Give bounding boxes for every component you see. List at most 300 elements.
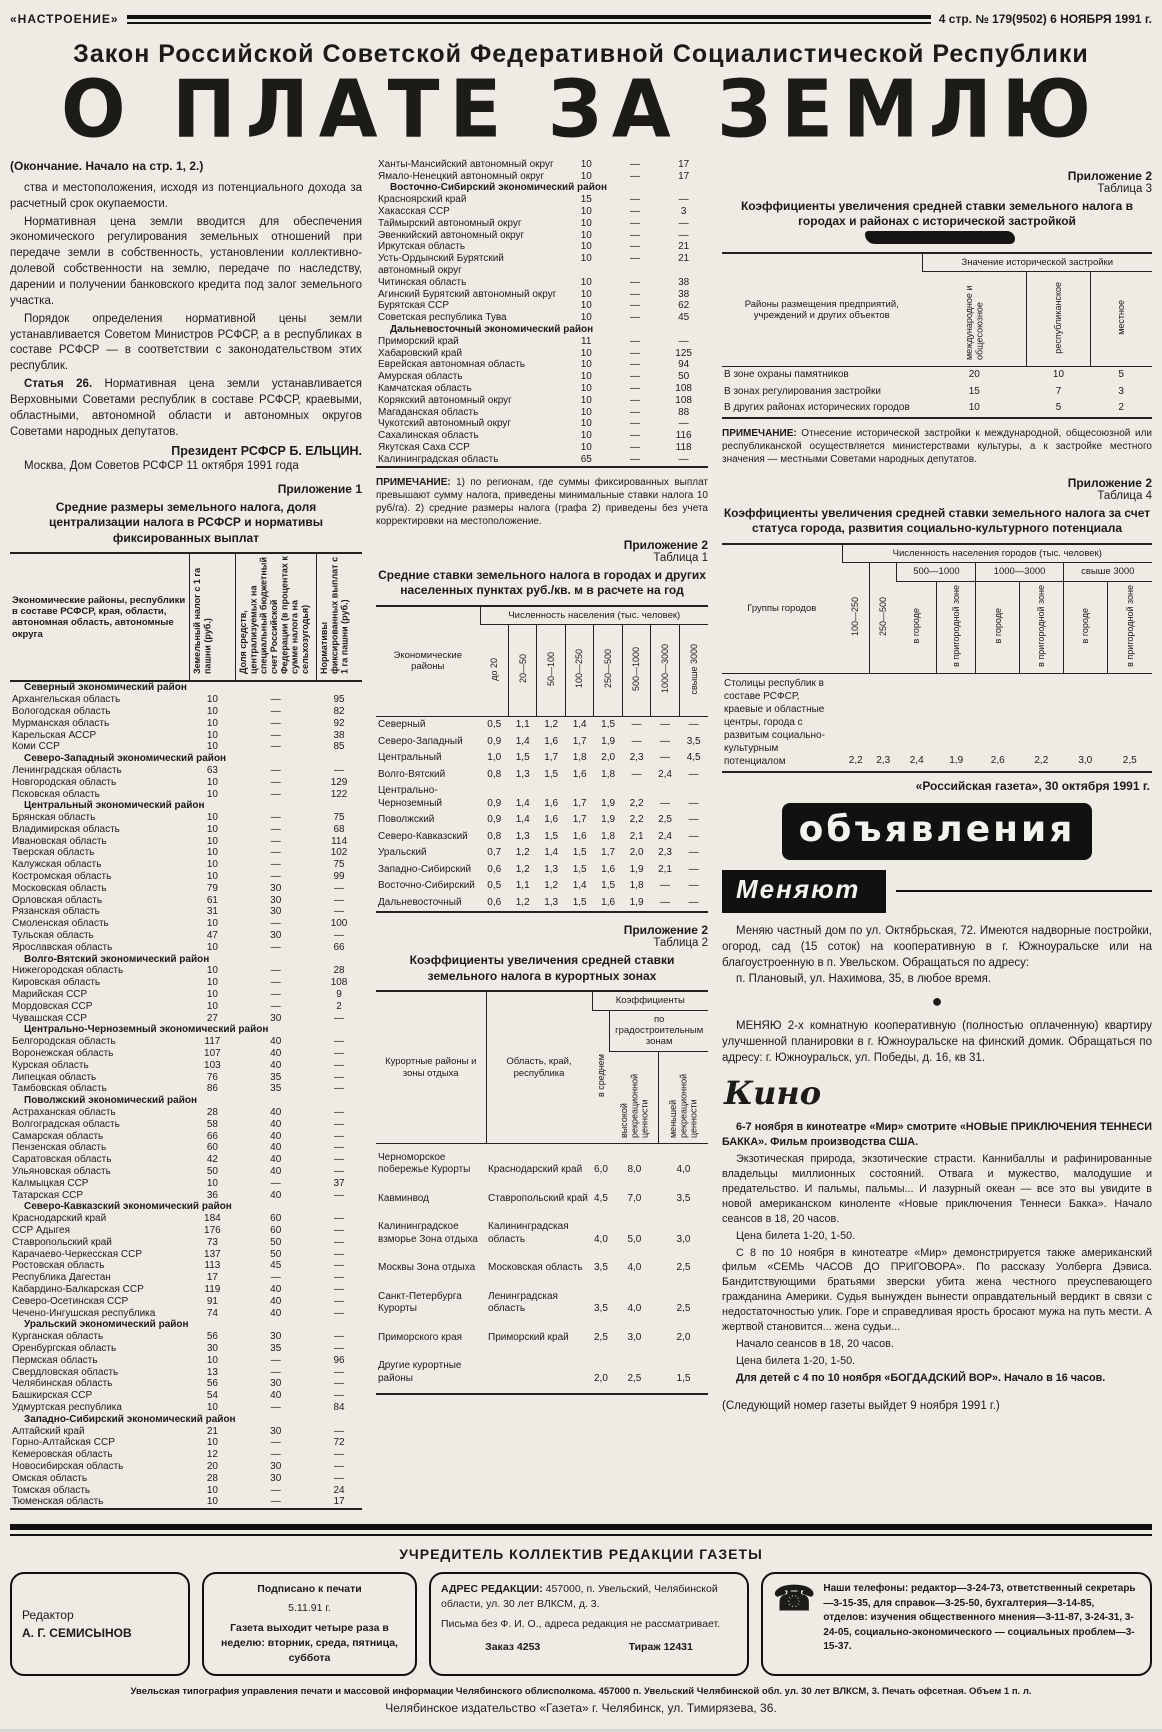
cell-value: 1,4 — [515, 797, 530, 809]
cell-value: — — [334, 1036, 345, 1048]
row-label: Кировская область — [12, 977, 101, 989]
table-section-header: Центральный экономический район — [24, 800, 205, 812]
cell-value: 79 — [206, 882, 218, 894]
cell-value: 8,0 — [627, 1164, 642, 1176]
law-paragraph: Порядок определения нормативной цены земли устанавливается Советом Министров РСФСР, а в республиках в составе РСФСР — в соответствии с законодательством этих республик. — [10, 312, 362, 373]
cell-value: 40 — [270, 1107, 282, 1119]
cell-value: 1,5 — [544, 768, 559, 780]
article-text: Нормативная цена земли устанавливается Верховными Советами республик в составе РСФСР, краевыми, областными, автономной области и автономных округов Советами народных депутатов. — [10, 378, 362, 438]
cell-value: — — [270, 847, 281, 859]
cell-value: 1,4 — [572, 719, 587, 731]
cell-value: 13 — [206, 1366, 218, 1378]
table-row — [10, 1201, 362, 1213]
cell-value: 45 — [678, 312, 690, 324]
cell-value: 2,0 — [601, 752, 616, 764]
table-row — [376, 1254, 708, 1283]
table-row — [10, 777, 362, 789]
table-row — [10, 1426, 362, 1438]
table1-group-header: Численность населения (тыс. человек) — [480, 606, 708, 625]
row-label: Москвы Зона отдыха — [378, 1262, 476, 1274]
cell-value: 40 — [270, 1036, 282, 1048]
cell-value: — — [678, 217, 689, 229]
table2-subgroup-header: по градостроительным зонам — [610, 1010, 708, 1051]
issue-info: 4 стр. № 179(9502) 6 НОЯБРЯ 1991 г. — [938, 12, 1152, 26]
cell-value: 38 — [333, 729, 345, 741]
row-label: Брянская область — [12, 812, 96, 824]
cell-value: 1,5 — [515, 752, 530, 764]
cell-value: 30 — [270, 1472, 282, 1484]
row-label: Еврейская автономная область — [378, 359, 525, 371]
cell-value: 40 — [270, 1189, 282, 1201]
cell-value: 1,6 — [572, 768, 587, 780]
cell-value: — — [270, 1496, 281, 1508]
cell-value: 1,7 — [572, 735, 587, 747]
cell-value: — — [270, 941, 281, 953]
table4-col-250-500: 250—500 — [869, 563, 896, 673]
cell-value: 0,5 — [487, 719, 502, 731]
cell-value: 30 — [270, 1460, 282, 1472]
table4-col-over-3000: свыше 3000 — [1063, 563, 1152, 581]
cell-value: — — [629, 194, 640, 206]
cell-value: 10 — [206, 847, 218, 859]
cell-value: 10 — [206, 1496, 218, 1508]
table-section-header: Центрально-Черноземный экономический район — [24, 1024, 269, 1036]
cell-value: — — [334, 1154, 345, 1166]
cell-value: 30 — [270, 930, 282, 942]
table2-label: Таблица 2 — [653, 937, 708, 950]
cell-value: 1,2 — [544, 719, 559, 731]
table-row — [376, 171, 708, 183]
cell-value: — — [678, 335, 689, 347]
cell-value: 1,5 — [601, 880, 616, 892]
cell-value: 2,4 — [658, 768, 672, 780]
cell-value: 1,5 — [544, 830, 559, 842]
table4-value: 2,4 — [909, 755, 924, 767]
table1-col-region: Экономические районы — [376, 606, 480, 717]
cell-value: 10 — [580, 300, 592, 312]
cell-value: 30 — [270, 906, 282, 918]
cell-value: 9 — [336, 989, 342, 1001]
row-label: Камчатская область — [378, 382, 472, 394]
cell-value: 4,5 — [686, 752, 701, 764]
cinema-paragraph: Начало сеансов в 18, 20 часов. — [736, 1337, 894, 1350]
table-section-header: Северный экономический район — [24, 682, 187, 694]
table-row — [10, 1449, 362, 1461]
row-label: Ульяновская область — [12, 1166, 111, 1177]
cell-value: — — [629, 430, 640, 442]
cell-value: 117 — [204, 1036, 221, 1048]
table3-header — [722, 253, 1152, 367]
table-row — [10, 836, 362, 848]
footer-rule — [10, 1524, 1152, 1536]
table-row — [10, 824, 362, 836]
cell-value: — — [270, 989, 281, 1001]
order-circulation — [441, 1640, 737, 1655]
cell-value: 2,3 — [629, 752, 644, 764]
cell-value: 21 — [678, 241, 690, 253]
row-label: Агинский Бурятский автономный округ — [378, 288, 557, 300]
cell-value: — — [334, 1059, 345, 1071]
cell-value: 2,1 — [658, 863, 672, 875]
table1-label: Таблица 1 — [653, 551, 708, 564]
cell-value: — — [629, 382, 640, 394]
cell-value: 2,3 — [658, 847, 672, 859]
row-label: Калининградское взморье Зона отдыха — [378, 1221, 478, 1245]
cell-value: 40 — [270, 1283, 282, 1295]
row-label: ССР Адыгея — [12, 1224, 70, 1236]
cell-value: 1,3 — [544, 863, 559, 875]
table3-title: Коэффициенты увеличения средней ставки земельного налога в городах и районах с исторической застройкой — [722, 199, 1152, 246]
cell-value: 3,5 — [676, 1192, 691, 1204]
cell-value: — — [270, 1484, 281, 1496]
cell-value: 10 — [206, 941, 218, 953]
cell-value: 0,6 — [487, 896, 502, 908]
signed-label: Подписано к печати — [257, 1583, 362, 1596]
cell-value: 54 — [206, 1390, 218, 1402]
cell-value: 45 — [270, 1260, 282, 1272]
cell-value: 102 — [330, 847, 348, 859]
table1-col: до 20 — [480, 625, 508, 717]
table1-col: 50—100 — [537, 625, 565, 717]
cell-value: 1,7 — [572, 814, 587, 826]
cell-value: 5 — [1118, 369, 1124, 381]
cell-value: 4,0 — [627, 1262, 642, 1274]
cell-value: 3,5 — [594, 1303, 608, 1315]
row-label: Тульская область — [12, 930, 94, 942]
table-row — [376, 348, 708, 360]
cell-value: — — [270, 977, 281, 989]
table-row — [10, 812, 362, 824]
cell-value: 2,5 — [627, 1372, 642, 1384]
row-label: Томская область — [12, 1484, 91, 1496]
cell-value: — — [334, 1142, 345, 1154]
row-label: Белгородская область — [12, 1036, 116, 1048]
row-label: Мордовская ССР — [12, 1000, 93, 1012]
phones-box — [761, 1572, 1152, 1676]
cell-value: — — [660, 735, 671, 747]
table-row — [10, 1461, 362, 1473]
table-row — [376, 734, 708, 751]
table2-appendix-label: Приложение 2 — [623, 923, 708, 938]
table1-appendix-label: Приложение 2 — [623, 537, 708, 552]
cell-value: 1,9 — [601, 814, 616, 826]
cell-value: — — [270, 965, 281, 977]
cell-value: — — [334, 1272, 345, 1284]
cell-value: 30 — [270, 882, 282, 894]
cell-value: 10 — [206, 918, 218, 930]
table4-value: 3,0 — [1078, 755, 1093, 767]
cell-value: 38 — [678, 276, 690, 288]
table-row — [10, 906, 362, 918]
table1-body — [376, 717, 708, 913]
cell-value: — — [270, 764, 281, 776]
cell-value: 35 — [270, 1071, 282, 1083]
section-rule — [896, 890, 1152, 892]
row-label: Московская область — [12, 882, 107, 894]
table-row — [10, 965, 362, 977]
row-label: Амурская область — [378, 371, 463, 383]
cell-value: 1,5 — [676, 1372, 691, 1384]
cell-value: Ставропольский край — [488, 1192, 588, 1204]
cell-value: 1,7 — [572, 797, 587, 809]
table-row — [376, 1143, 708, 1185]
row-label: Уральский — [378, 847, 427, 859]
table4-sub-suburb: в пригородной зоне — [936, 581, 976, 673]
table-row — [10, 1402, 362, 1414]
table-row — [10, 1190, 362, 1202]
cell-value: 10 — [206, 717, 218, 729]
ads-section-title: Меняют — [722, 870, 886, 913]
table-row — [10, 1083, 362, 1095]
cell-value: 125 — [675, 347, 692, 359]
row-label: Сахалинская область — [378, 430, 479, 442]
cell-value: 0,8 — [487, 768, 502, 780]
table3-col: республиканское — [1027, 271, 1091, 366]
table4-sub-suburb: в пригородной зоне — [1107, 581, 1152, 673]
column-left — [10, 159, 362, 1510]
table-row — [376, 845, 708, 862]
cell-value: 86 — [206, 1083, 218, 1095]
table4-appendix-label: Приложение 2 — [1067, 475, 1152, 490]
cell-value: — — [270, 1177, 281, 1189]
cell-value: — — [660, 752, 671, 764]
row-label: Карельская АССР — [12, 729, 97, 741]
row-label: Саратовская область — [12, 1154, 112, 1166]
cell-value: — — [270, 871, 281, 883]
table4-label: Таблица 4 — [1097, 489, 1152, 502]
cell-value: 10 — [206, 1484, 218, 1496]
row-label: Санкт-Петербурга Курорты — [378, 1290, 462, 1315]
table3-note: ПРИМЕЧАНИЕ: Отнесение исторической застройки к международной, общесоюзной или республиканской осуществляется министерствами культуры, а к застройке местного значения — местными Советами народных депутатов. — [722, 427, 1152, 465]
cell-value: 2,2 — [629, 797, 644, 809]
cell-value: 66 — [206, 1130, 218, 1142]
cell-value: 2,0 — [594, 1372, 608, 1384]
table-row — [10, 1378, 362, 1390]
cell-value: 10 — [580, 205, 592, 217]
cell-value: 65 — [580, 453, 592, 465]
cell-value: — — [270, 859, 281, 871]
cell-value: — — [629, 312, 640, 324]
table3-appendix-label: Приложение 2 — [1067, 168, 1152, 183]
row-label: Хакасская ССР — [378, 205, 450, 217]
appendix1-label: Приложение 1 — [277, 481, 362, 496]
row-label: Чувашская ССР — [12, 1012, 87, 1024]
editorial-address: АДРЕС РЕДАКЦИИ: 457000, п. Увельский, Челябинской области, ул. 30 лет ВЛКСМ, д. 3. — [441, 1583, 718, 1611]
cell-value: 0,8 — [487, 830, 502, 842]
row-label: Эвенкийский автономный округ — [378, 229, 525, 241]
table-row — [10, 930, 362, 942]
cell-value: Краснодарский край — [488, 1164, 583, 1176]
row-label: Марийская ССР — [12, 989, 88, 1001]
cell-value: 108 — [330, 977, 348, 989]
cell-value: — — [334, 1295, 345, 1307]
cell-value: 1,5 — [572, 863, 587, 875]
cell-value: 0,9 — [487, 735, 502, 747]
table4-col-groups: Группы городов — [722, 544, 842, 673]
row-label: Пензенская область — [12, 1142, 107, 1154]
cell-value: 35 — [270, 1083, 282, 1095]
row-label: В зоне охраны памятников — [724, 369, 849, 381]
cell-value: 1,6 — [601, 896, 616, 908]
row-label: Дальневосточный — [378, 896, 462, 908]
cell-value: — — [678, 194, 689, 206]
cell-value: — — [678, 418, 689, 430]
table-row — [376, 312, 708, 324]
cell-value: 2,5 — [676, 1303, 691, 1315]
cell-value: 1,9 — [601, 735, 616, 747]
cell-value: 40 — [270, 1295, 282, 1307]
table-row — [10, 1095, 362, 1107]
cell-value: 1,2 — [515, 896, 530, 908]
table-row — [10, 1225, 362, 1237]
cell-value: — — [270, 918, 281, 930]
cell-value: 1,8 — [601, 830, 616, 842]
cell-value: 50 — [206, 1166, 218, 1177]
cell-value: 10 — [206, 812, 218, 824]
cell-value: — — [688, 797, 699, 809]
cell-value: 1,4 — [544, 847, 559, 859]
row-label: Самарская область — [12, 1130, 104, 1142]
cell-value: — — [334, 1449, 345, 1461]
table-row — [376, 1324, 708, 1353]
ad-separator-dot: ● — [931, 991, 943, 1012]
cinema-paragraph: Для детей с 4 по 10 ноября «БОГДАДСКИЙ ВОР». Начало в 16 часов. — [736, 1371, 1106, 1384]
circulation: Тираж 12431 — [628, 1640, 693, 1653]
cell-value: 42 — [206, 1154, 218, 1166]
cell-value: 10 — [206, 989, 218, 1001]
cell-value: 36 — [206, 1189, 218, 1201]
row-label: Республика Дагестан — [12, 1272, 111, 1284]
table3-col: международное и общесоюзное — [922, 271, 1027, 366]
appendix1-title: Средние размеры земельного налога, доля централизации налога в РСФСР и нормативы фиксированных выплат — [49, 499, 323, 545]
cell-value: — — [270, 1401, 281, 1413]
row-label: Западно-Сибирский — [378, 863, 472, 875]
table-row — [10, 1249, 362, 1261]
cell-value: Ленинградская область — [488, 1290, 558, 1315]
phone-icon: ☎ — [773, 1580, 816, 1619]
table3-col-name: Районы размещения предприятий, учреждений и других объектов — [722, 253, 922, 367]
cell-value: — — [631, 735, 642, 747]
cell-value: 10 — [580, 170, 592, 182]
cell-value: 0,9 — [487, 814, 502, 826]
cell-value: — — [334, 1189, 345, 1201]
cell-value: 91 — [206, 1295, 218, 1307]
column-right — [722, 159, 1152, 1510]
cell-value: — — [334, 1460, 345, 1472]
cell-value: 30 — [270, 894, 282, 906]
table4-col-100-250: 100—250 — [842, 563, 869, 673]
table4-value: 2,5 — [1122, 755, 1137, 767]
cell-value: Московская область — [488, 1262, 583, 1274]
table-row — [10, 1485, 362, 1497]
cell-value: 17 — [206, 1272, 218, 1284]
cell-value: 2,2 — [629, 814, 644, 826]
table4-sub-suburb: в пригородной зоне — [1020, 581, 1064, 673]
cell-value: — — [629, 371, 640, 383]
cell-value: 40 — [270, 1307, 282, 1319]
row-label: Калмыцкая ССР — [12, 1177, 89, 1189]
cell-value: 10 — [580, 288, 592, 300]
table-row — [376, 336, 708, 348]
article-number: Статья 26. — [24, 378, 93, 391]
row-label: Волгоградская область — [12, 1118, 120, 1130]
table4 — [722, 543, 1152, 773]
cell-value: 1,6 — [544, 735, 559, 747]
cell-value: 95 — [333, 694, 345, 706]
cell-value: 10 — [580, 158, 592, 170]
table-row — [10, 681, 362, 694]
publisher-line: Челябинское издательство «Газета» г. Челябинск, ул. Тимирязева, 36. — [385, 1701, 777, 1716]
cell-value: — — [334, 764, 345, 776]
cell-value: 17 — [333, 1496, 345, 1508]
row-label: Ростовская область — [12, 1260, 105, 1272]
cell-value: 40 — [270, 1130, 282, 1142]
table-row — [10, 1166, 362, 1178]
cell-value: — — [334, 1012, 345, 1024]
cell-value: 17 — [678, 158, 690, 170]
row-label: Челябинская область — [12, 1378, 113, 1390]
cell-value: 10 — [206, 705, 218, 717]
table4-col-500-1000: 500—1000 — [897, 563, 976, 581]
table-row — [376, 750, 708, 767]
table-section-header: Восточно-Сибирский экономический район — [390, 182, 608, 194]
cell-value: — — [688, 719, 699, 731]
row-label: Якутская Саха ССР — [378, 441, 470, 453]
cell-value: 1,4 — [572, 880, 587, 892]
cell-value: — — [270, 1354, 281, 1366]
cell-value: — — [688, 814, 699, 826]
row-label: Смоленская область — [12, 918, 109, 930]
row-label: Красноярский край — [378, 194, 467, 206]
row-label: Магаданская область — [378, 406, 479, 418]
table-row — [10, 1390, 362, 1402]
cell-value: 94 — [678, 359, 690, 371]
row-label: Горно-Алтайская ССР — [12, 1437, 115, 1449]
cell-value: — — [334, 1260, 345, 1272]
cell-value: 15 — [968, 385, 980, 397]
table-row — [10, 859, 362, 871]
appendix1-table-continued — [376, 159, 708, 468]
table-section-header: Западно-Сибирский экономический район — [24, 1413, 236, 1425]
cell-value: — — [629, 300, 640, 312]
table4-sub-city: в городе — [897, 581, 937, 673]
row-label: Тюменская область — [12, 1496, 104, 1508]
row-label: Краснодарский край — [12, 1213, 107, 1225]
table-row — [10, 1048, 362, 1060]
cell-value: — — [334, 1107, 345, 1119]
cell-value: 1,7 — [601, 847, 616, 859]
table-row — [10, 718, 362, 730]
table3-col: местное — [1090, 271, 1152, 366]
cell-value: Приморский край — [488, 1331, 569, 1343]
cell-value: 75 — [333, 859, 345, 871]
table-row — [376, 454, 708, 467]
cell-value: 28 — [206, 1472, 218, 1484]
cell-value: 10 — [206, 1437, 218, 1449]
cell-value: 10 — [206, 1177, 218, 1189]
cell-value: — — [660, 797, 671, 809]
cell-value: Калининградская область — [488, 1221, 569, 1245]
col-header-tax: Земельный налог с 1 га пашни (руб.) — [189, 553, 235, 681]
cell-value: 10 — [580, 382, 592, 394]
cell-value: — — [629, 406, 640, 418]
cell-value: 103 — [204, 1059, 221, 1071]
table-row — [10, 753, 362, 765]
cell-value: 2 — [1118, 402, 1124, 414]
table-row — [376, 289, 708, 301]
cell-value: 10 — [968, 402, 980, 414]
cell-value: 4,5 — [594, 1192, 608, 1204]
